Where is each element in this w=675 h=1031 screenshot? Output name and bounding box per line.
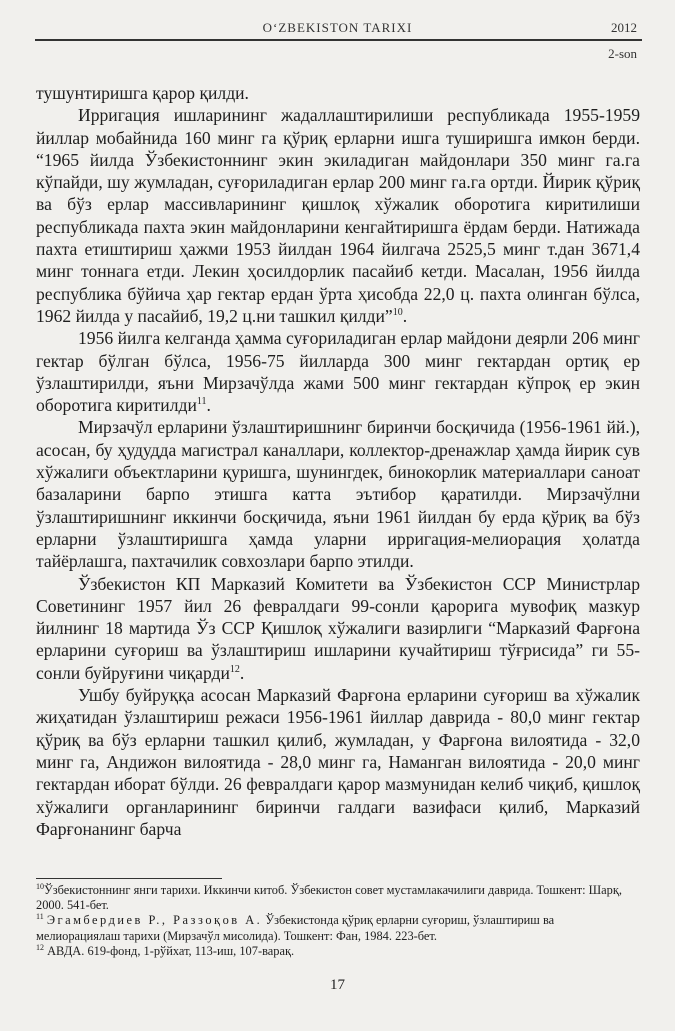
paragraph-text: Мирзачўл ерларини ўзлаштиришнинг биринчи босқичида (1956-1961 йй.), асосан, бу ҳудудда магистрал каналлари, коллектор-дренажлар ҳамда йирик сув хўжалиги объектларини қуришга, шунингдек, бинокорлик материаллари саноат базаларини барпо этишга катта эътибор қаратилди. Мирзачўлни ўзлаштиришнинг иккинчи босқичида, яъни 1961 йилдан бу ерда қўриқ ва бўз ерларни ўзлаштиришга ҳамда уларни ирригация-мелиорация ҳолатда тайёрлашга, пахтачилик совхозлари барпо этилди. [36, 417, 640, 572]
paragraph-text: 1956 йилга келганда ҳамма суғориладиган ерлар майдони деярли 206 минг гектар бўлган бўлса, 1956-75 йилларда 300 минг гектардан ортиқ ер ўзлаштирилди, яъни Мирзачўлда жами 500 минг гектардан кўпроқ ер экин оборотига киритилди [36, 328, 640, 416]
footnote-reference: 10 [392, 307, 403, 319]
footnote [36, 944, 640, 959]
footnote-mark: 11 [36, 912, 44, 922]
body-text [36, 82, 640, 840]
paragraph [36, 327, 640, 416]
paragraph-end: . [206, 395, 211, 416]
footnote [36, 883, 640, 913]
footnote-text: АВДА. 619-фонд, 1-рўйхат, 113-иш, 107-варақ. [47, 943, 295, 958]
footnote [36, 913, 640, 943]
paragraph-text: Ирригация ишларининг жадаллаштирилиши республикада 1955-1959 йиллар мобайнида 160 минг га қўриқ ерларни ишга туширишга имкон берди. “1965 йилда Ўзбекистоннинг экин экиладиган майдонлари 350 минг га.га кўпайди, шу жумладан, суғориладиган ерлар 200 минг га.га ортди. Йирик қўриқ ва бўз ерлар массивларининг қишлоқ хўжалик оборотига киритилиши республикада пахта экин майдонларини кенгайтиришга ёрдам берди. Натижада пахта етиштириш ҳажми 1953 йилдан 1964 йилгача 2525,5 минг т.дан 3671,4 минг тоннага етди. Лекин ҳосилдорлик пасайиб кетди. Масалан, 1956 йилда республика бўйича ҳар гектар ердан ўрта ҳисобда 22,0 ц. пахта олинган бўлса, 1962 йилда у пасайиб, 19,2 ц.ни ташкил қилди” [36, 105, 640, 326]
footnote-rule [36, 878, 222, 879]
paragraph [36, 104, 640, 327]
paragraph-end: . [239, 662, 245, 683]
running-header-year: 2012 [611, 20, 637, 35]
footnote-text: Ўзбекистоннинг янги тарихи. Иккинчи китоб. Ўзбекистон совет мустамлакачилиги даврида. Тошкент: Шарқ, 2000. 541-бет. [36, 883, 622, 913]
footnote-reference: 12 [229, 663, 240, 675]
footnotes [36, 883, 640, 959]
footnote-text: Ўзбекистонда қўриқ ерларни суғориш, ўзлаштириш ва мелиорациялаш тарихи (Мирзачўл мисолида). Тошкент: Фан, 1984. 223-бет. [36, 913, 555, 943]
footnote-mark: 12 [36, 942, 44, 952]
paragraph-text: Ушбу буйруққа асосан Марказий Фарғона ерларини суғориш ва хўжалик жиҳатидан ўзлаштириш режаси 1956-1961 йиллар даврида - 80,0 минг гектар қўриқ ва бўз ерларни ташкил қилиб, жумладан, у Фарғона вилоятида - 32,0 минг га, Андижон вилоятида - 28,0 минг га, Наманган вилоятида - 20,0 минг гектардан иборат бўлди. 26 февралдаги қарор мазмунидан келиб чиқиб, қишлоқ хўжалиги органларининг биринчи галдаги вазифаси қилиб, Марказий Фарғонанинг барча [36, 685, 640, 839]
paragraph [36, 573, 640, 684]
paragraph [36, 416, 640, 572]
footnote-authors: Эгамбердиев Р., Раззоқов А. [46, 913, 263, 928]
header-rule [35, 39, 642, 41]
footnote-mark: 10 [36, 881, 44, 891]
paragraph [36, 82, 640, 104]
paragraph [36, 684, 640, 840]
page-number: 17 [330, 977, 345, 993]
running-header-title: O‘ZBEKISTON TARIXI [262, 20, 413, 35]
paragraph-text: Ўзбекистон КП Марказий Комитети ва Ўзбекистон ССР Министрлар Советининг 1957 йил 26 февралдаги 99-сонли қарорига мувофиқ мазкур йилнинг 18 мартида Ўз ССР Қишлоқ хўжалиги вазирлиги “Марказий Фарғона ерларини суғориш ва ўзлаштириш ишларини кучайтириш тўғрисида” ги 55-сонли буйруғини чиқарди [36, 573, 640, 683]
footnote-reference: 11 [196, 396, 207, 408]
issue-number: 2-son [608, 46, 637, 61]
paragraph-end: . [402, 305, 408, 326]
paragraph-text: тушунтиришга қарор қилди. [36, 83, 249, 103]
